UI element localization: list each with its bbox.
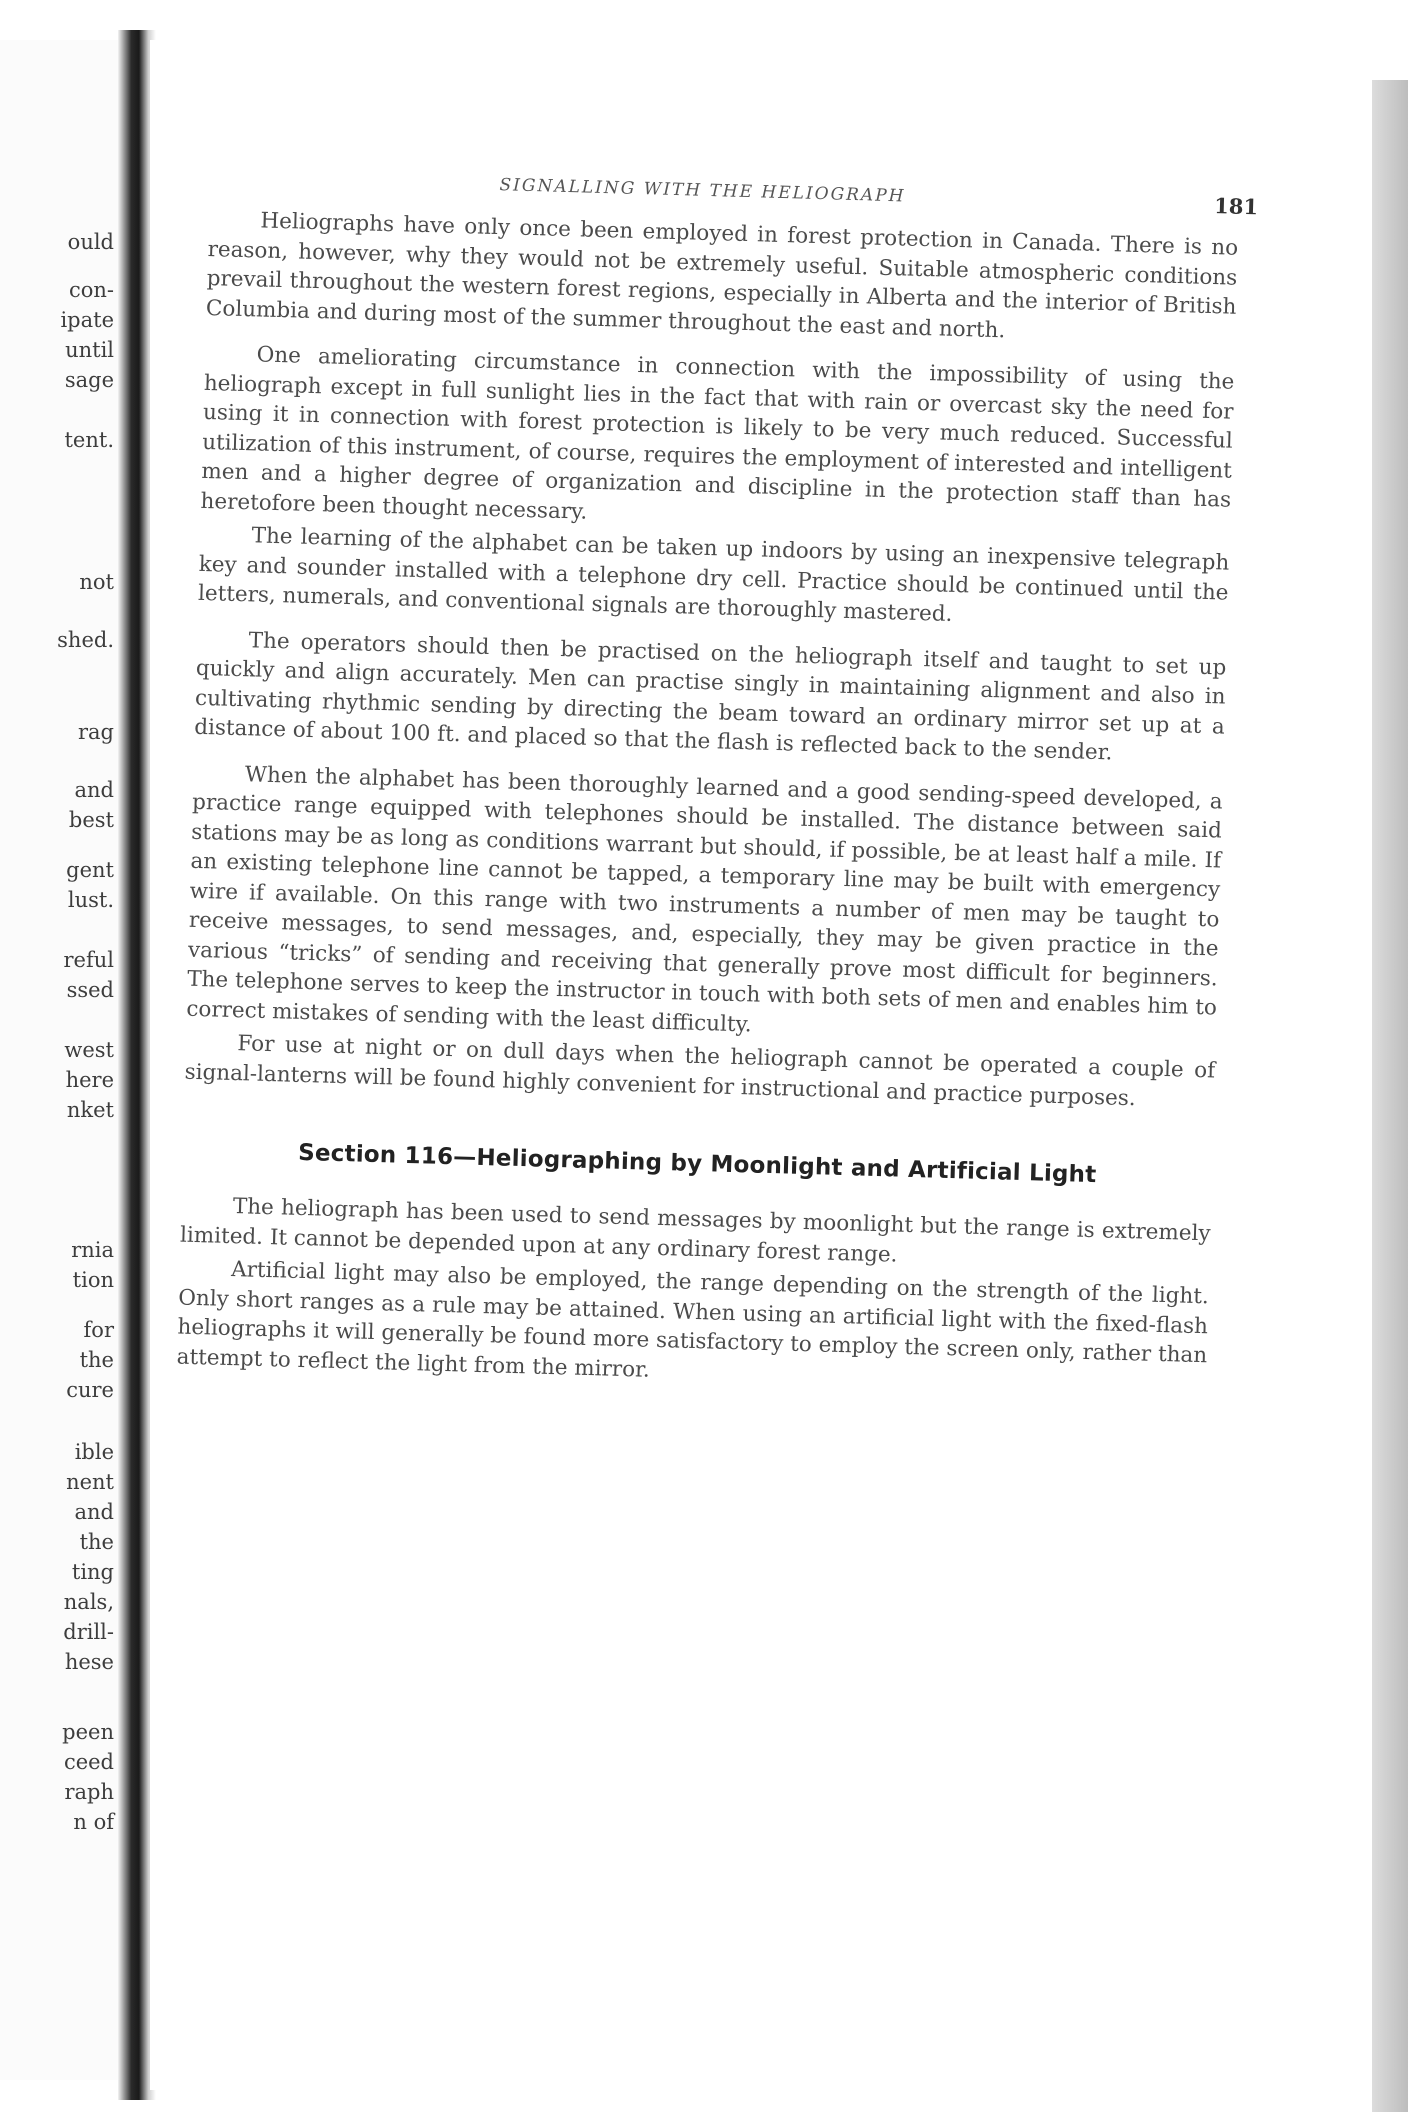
facing-page-text: ould: [67, 230, 114, 254]
facing-page-text: best: [68, 808, 114, 832]
paragraph: The learning of the alphabet can be taken up indoors by using an inexpensive telegraph key and sounder installed with a telephone dry cell. Practice should be continued until the letters, numerals, and conventional signals are thoroughly mastered.: [197, 523, 1230, 627]
facing-page-text: not: [79, 570, 114, 594]
facing-page-fragment: [0, 40, 118, 2080]
facing-page-text: and: [74, 1500, 114, 1524]
facing-page-text: rag: [77, 720, 114, 744]
facing-page-text: here: [65, 1068, 114, 1092]
facing-page-text: tent.: [64, 428, 114, 452]
facing-page-text: raph: [64, 1780, 114, 1804]
facing-page-text: rnia: [71, 1238, 114, 1262]
facing-page-text: nent: [66, 1470, 114, 1494]
paragraph: The operators should then be practised on the heliograph itself and taught to set up quickly and align accurately. Men can practise singly in maintaining alignment and also in cultivating rhythmic sending by directing the beam toward an ordinary mirror set up at a distance of about 100 ft. and placed so that the flash is reflected back to the sender.: [193, 627, 1227, 766]
facing-page-text: sage: [64, 368, 114, 392]
section-heading: Section 116—Heliographing by Moonlight and Artificial Light: [297, 1139, 1097, 1189]
facing-page-text: tion: [72, 1268, 114, 1292]
paragraph: One ameliorating circumstance in connection with the impossibility of using the heliograph except in full sunlight lies in the fact that with rain or overcast sky the need for using it in connection with forest protection is likely to be very much reduced. Successful utilization of this instrument, of course, requires the employment of interested and intelligent men and a higher degree of organization and discipline in the protection staff than has heretofore been thought necessary.: [200, 342, 1235, 525]
paragraph: Heliographs have only once been employed in forest protection in Canada. There is no reason, however, why they would not be extremely useful. Suitable atmospheric conditions prevail throughout the western forest regions, especially in Alberta and the interior of British Columbia and during most of the summer throughout the east and north.: [205, 208, 1239, 343]
facing-page-text: gent: [66, 858, 114, 882]
facing-page-text: west: [64, 1038, 114, 1062]
facing-page-text: drill-: [63, 1620, 114, 1644]
facing-page-text: nals,: [63, 1590, 114, 1614]
page-number: 181: [1213, 193, 1259, 220]
paragraph: The heliograph has been used to send messages by moonlight but the range is extremely limited. It cannot be depended upon at any ordinary forest range.: [179, 1194, 1211, 1268]
paragraph: For use at night or on dull days when the heliograph cannot be operated a couple of signal-lanterns will be found highly convenient for instructional and practice purposes.: [184, 1031, 1216, 1111]
facing-page-text: reful: [63, 948, 114, 972]
facing-page-text: ssed: [66, 978, 114, 1002]
page-edge: [1372, 80, 1408, 2112]
facing-page-text: cure: [66, 1378, 114, 1402]
facing-page-text: ceed: [63, 1750, 114, 1774]
facing-page-text: until: [65, 338, 114, 362]
facing-page-text: con-: [68, 278, 114, 302]
facing-page-text: n of: [73, 1810, 114, 1834]
facing-page-text: nket: [66, 1098, 114, 1122]
paragraph: Artificial light may also be employed, the range depending on the strength of the light. Only short ranges as a rule may be attained. When using an artificial light with the fixed-flash heliographs it will generally be found more satisfactory to employ the screen only, rather than attempt to reflect the light from the mirror.: [176, 1257, 1210, 1383]
page-content: [176, 165, 1259, 1400]
facing-page-text: the: [79, 1348, 114, 1372]
running-head-title: SIGNALLING WITH THE HELIOGRAPH: [499, 175, 906, 207]
facing-page-text: hese: [64, 1650, 114, 1674]
facing-page-text: the: [79, 1530, 114, 1554]
facing-page-text: ible: [74, 1440, 114, 1464]
facing-page-text: ipate: [60, 308, 114, 332]
facing-page-text: and: [74, 778, 114, 802]
facing-page-text: for: [83, 1318, 114, 1342]
facing-page-text: ting: [71, 1560, 114, 1584]
facing-page-text: lust.: [67, 888, 114, 912]
paragraph: When the alphabet has been thoroughly learned and a good sending-speed developed, a practice range equipped with telephones should be installed. The distance between said stations may be as long as conditions warrant but should, if possible, be at least half a mile. If an existing telephone line cannot be tapped, a temporary line may be built with emergency wire if available. On this range with two instruments a number of men may be taught to receive messages, to send messages, and, especially, they may be given practice in the various “tricks” of sending and receiving that generally prove most difficult for beginners. The telephone serves to keep the instructor in touch with both sets of men and enables him to correct mistakes of sending with the least difficulty.: [186, 761, 1223, 1037]
facing-page-text: shed.: [57, 628, 114, 652]
facing-page-text: peen: [62, 1720, 114, 1744]
